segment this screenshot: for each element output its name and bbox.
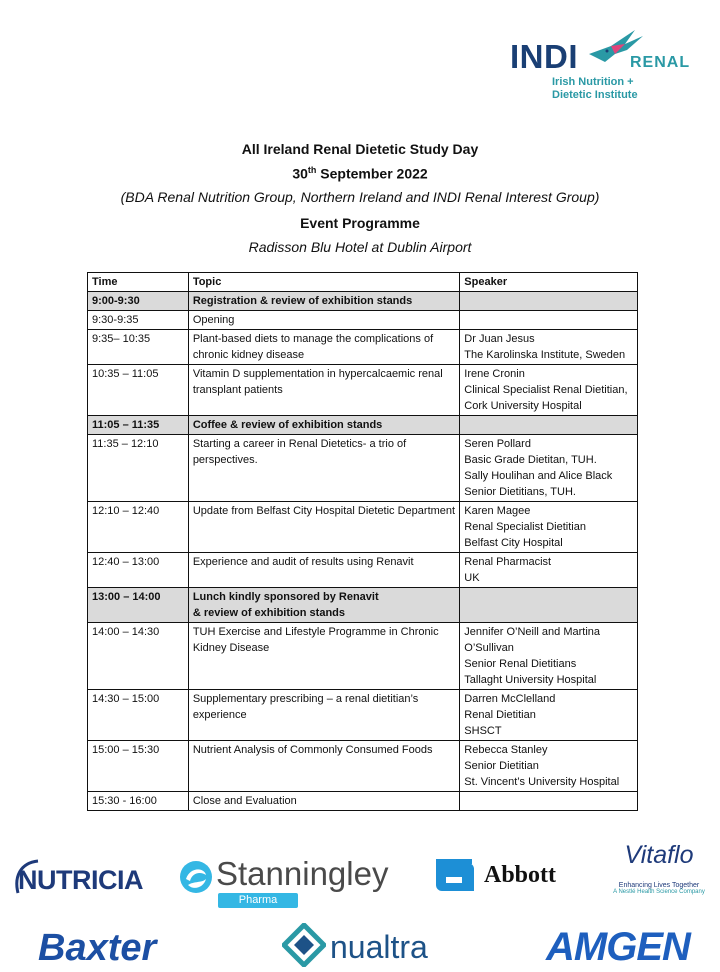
row-speaker: Seren Pollard Basic Grade Dietitan, TUH. Sally Houlihan and Alice Black Senior Dietitians, TUH. [460, 435, 638, 502]
header-time: Time [88, 273, 189, 292]
row-speaker [460, 588, 638, 623]
sponsor-logos [0, 835, 720, 971]
row-time: 15:00 – 15:30 [88, 741, 189, 792]
row-topic: Opening [188, 311, 459, 330]
table-header-row [88, 273, 638, 292]
table-row [88, 741, 638, 792]
nutricia-logo [18, 865, 143, 896]
row-speaker [460, 416, 638, 435]
table-row [88, 690, 638, 741]
abbott-mark-icon [432, 857, 476, 897]
abbott-logo [432, 857, 557, 902]
row-topic: Coffee & review of exhibition stands [188, 416, 459, 435]
baxter-logo: Baxter [38, 927, 157, 969]
event-programme-heading: Event Programme [300, 215, 420, 231]
row-topic: Registration & review of exhibition stands [188, 292, 459, 311]
row-topic: Update from Belfast City Hospital Dietetic Department [188, 502, 459, 553]
row-time: 9:00-9:30 [88, 292, 189, 311]
logo-subtitle [552, 76, 638, 102]
table-row [88, 311, 638, 330]
table-row [88, 502, 638, 553]
vitaflo-tagline: Enhancing Lives Together [618, 882, 700, 889]
row-time: 9:35– 10:35 [88, 330, 189, 365]
table-row [88, 623, 638, 690]
row-time: 10:35 – 11:05 [88, 365, 189, 416]
logo-renal-text: RENAL [630, 54, 691, 71]
header-topic: Topic [188, 273, 459, 292]
row-speaker: Dr Juan Jesus The Karolinska Institute, Sweden [460, 330, 638, 365]
logo-subtitle-line1: Irish Nutrition + [552, 76, 634, 88]
nualtra-diamond-icon [282, 923, 326, 967]
row-speaker: Jennifer O’Neill and Martina O’Sullivan Senior Renal Dietitians Tallaght University Hospital [460, 623, 638, 690]
row-topic: Nutrient Analysis of Commonly Consumed Foods [188, 741, 459, 792]
row-topic: TUH Exercise and Lifestyle Programme in Chronic Kidney Disease [188, 623, 459, 690]
row-speaker: Irene Cronin Clinical Specialist Renal Dietitian, Cork University Hospital [460, 365, 638, 416]
table-row [88, 365, 638, 416]
row-topic: Experience and audit of results using Renavit [188, 553, 459, 588]
row-time: 11:35 – 12:10 [88, 435, 189, 502]
row-time: 14:00 – 14:30 [88, 623, 189, 690]
event-date [0, 165, 720, 182]
vitaflo-nestle-tagline: A Nestlé Health Science Company [613, 889, 705, 895]
nualtra-logo [282, 923, 428, 972]
nutricia-text: NUTRICIA [18, 865, 143, 895]
vitaflo-logo [600, 841, 718, 895]
stanningley-pharma-badge: Pharma [218, 893, 298, 908]
event-title: All Ireland Renal Dietetic Study Day [241, 141, 479, 157]
indi-renal-logo [510, 28, 700, 108]
vitaflo-text: Vitaflo [624, 841, 694, 869]
row-time: 11:05 – 11:35 [88, 416, 189, 435]
table-row [88, 435, 638, 502]
row-speaker [460, 311, 638, 330]
row-speaker [460, 792, 638, 811]
row-time: 14:30 – 15:00 [88, 690, 189, 741]
event-date-suffix: th [307, 165, 317, 175]
row-speaker: Renal Pharmacist UK [460, 553, 638, 588]
table-row [88, 416, 638, 435]
row-topic: Vitamin D supplementation in hypercalcaemic renal transplant patients [188, 365, 459, 416]
event-venue: Radisson Blu Hotel at Dublin Airport [248, 239, 472, 255]
row-speaker: Rebecca Stanley Senior Dietitian St. Vincent’s University Hospital [460, 741, 638, 792]
row-speaker: Darren McClelland Renal Dietitian SHSCT [460, 690, 638, 741]
logo-subtitle-line2: Dietetic Institute [552, 89, 638, 101]
row-topic: Close and Evaluation [188, 792, 459, 811]
table-row [88, 330, 638, 365]
stanningley-text: Stanningley [216, 855, 389, 892]
amgen-logo: AMGEN [546, 925, 690, 969]
row-topic: Starting a career in Renal Dietetics- a trio of perspectives. [188, 435, 459, 502]
programme-table [87, 272, 638, 811]
row-time: 9:30-9:35 [88, 311, 189, 330]
event-groups: (BDA Renal Nutrition Group, Northern Ireland and INDI Renal Interest Group) [120, 189, 600, 205]
table-row [88, 292, 638, 311]
row-time: 15:30 - 16:00 [88, 792, 189, 811]
event-date-rest: September 2022 [316, 165, 428, 182]
header-speaker: Speaker [460, 273, 638, 292]
row-speaker [460, 292, 638, 311]
row-speaker: Karen Magee Renal Specialist Dietitian Belfast City Hospital [460, 502, 638, 553]
abbott-text: Abbott [484, 862, 557, 888]
nutricia-swoosh-icon [12, 857, 42, 897]
table-row [88, 588, 638, 623]
row-time: 13:00 – 14:00 [88, 588, 189, 623]
row-topic: Plant-based diets to manage the complications of chronic kidney disease [188, 330, 459, 365]
table-row [88, 553, 638, 588]
table-row [88, 792, 638, 811]
row-time: 12:10 – 12:40 [88, 502, 189, 553]
logo-indi-text: INDI [510, 38, 578, 75]
row-time: 12:40 – 13:00 [88, 553, 189, 588]
event-date-day: 30 [292, 165, 308, 182]
nualtra-text: nualtra [330, 929, 428, 965]
row-topic: Supplementary prescribing – a renal dietitian’s experience [188, 690, 459, 741]
row-topic: Lunch kindly sponsored by Renavit & review of exhibition stands [188, 588, 459, 623]
stanningley-swirl-icon [178, 857, 214, 897]
